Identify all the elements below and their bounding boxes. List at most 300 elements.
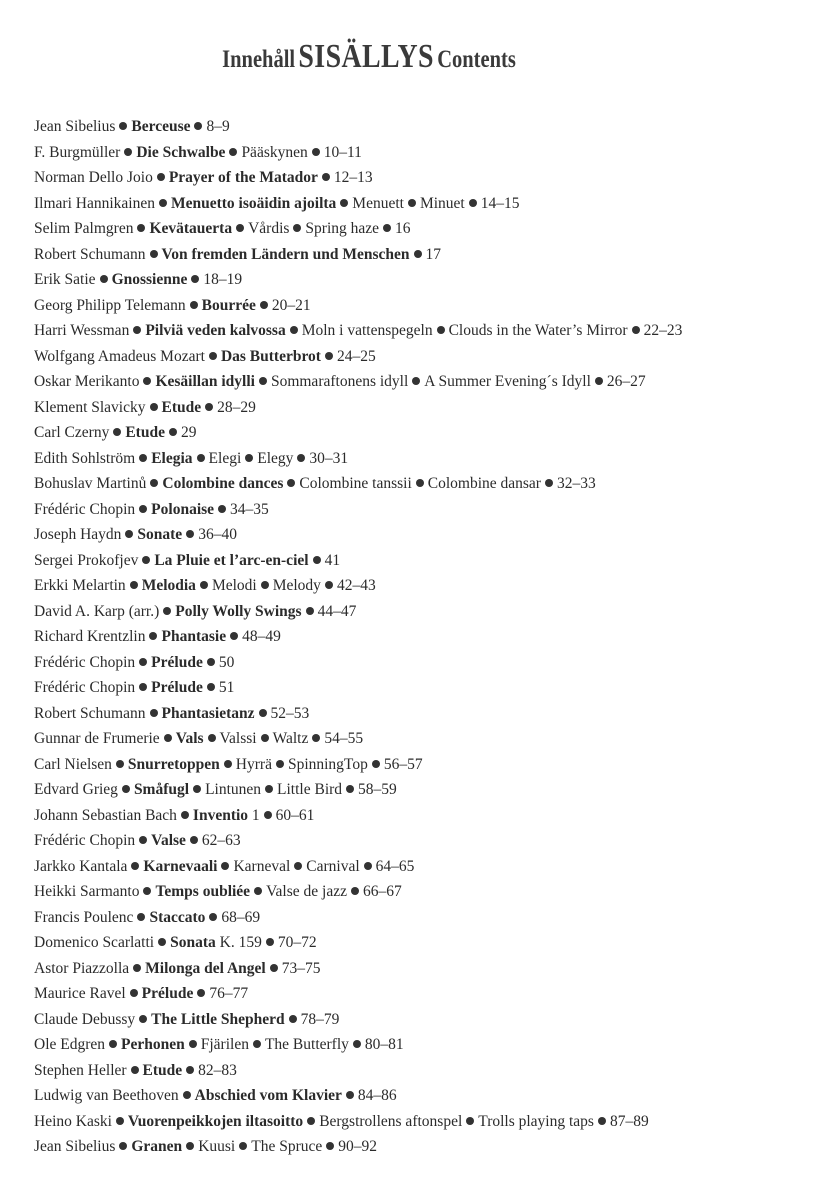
page-numbers: 90–92 — [338, 1138, 377, 1155]
bullet-dot-icon — [100, 275, 108, 283]
page-numbers: 30–31 — [309, 449, 349, 467]
composer-name: Francis Poulenc — [34, 908, 134, 926]
composer-name: Selim Palmgren — [34, 220, 134, 237]
composer-name: Maurice Ravel — [34, 985, 126, 1002]
bullet-dot-icon — [289, 1015, 297, 1023]
toc-entry — [34, 1058, 682, 1084]
bullet-dot-icon — [197, 989, 205, 997]
page-title — [0, 38, 738, 76]
page-numbers: 44–47 — [317, 602, 357, 620]
bullet-dot-icon — [236, 224, 244, 232]
bullet-dot-icon — [189, 1040, 197, 1048]
composer-name: Frédéric Chopin — [34, 832, 136, 849]
bullet-dot-icon — [364, 862, 372, 870]
composer-name: Edvard Grieg — [34, 781, 118, 798]
bullet-dot-icon — [119, 122, 127, 130]
alternate-title: The Spruce — [251, 1138, 323, 1155]
alternate-title: Trolls playing taps — [478, 1112, 594, 1130]
bullet-dot-icon — [265, 785, 273, 793]
composer-name: Wolfgang Amadeus Mozart — [34, 347, 205, 365]
toc-entry — [34, 828, 682, 854]
piece-title: Valse — [151, 832, 186, 849]
composer-name: Heino Kaski — [34, 1112, 112, 1130]
bullet-dot-icon — [131, 1066, 139, 1074]
bullet-dot-icon — [276, 760, 284, 768]
bullet-dot-icon — [130, 581, 138, 589]
piece-title: Prayer of the Matador — [168, 169, 318, 186]
piece-title: Pilviä veden kalvossa — [145, 322, 286, 339]
bullet-dot-icon — [545, 479, 553, 487]
page-numbers: 29 — [180, 424, 197, 441]
bullet-dot-icon — [125, 530, 133, 538]
alternate-title: Fjärilen — [200, 1036, 249, 1053]
alternate-title: A Summer Evening´s Idyll — [424, 373, 591, 390]
toc-entry — [34, 446, 682, 472]
toc-entry — [34, 191, 682, 217]
bullet-dot-icon — [122, 785, 130, 793]
bullet-dot-icon — [259, 709, 267, 717]
page-numbers: 20–21 — [271, 296, 311, 314]
piece-title: Elegia — [151, 449, 193, 467]
composer-name: Carl Czerny — [34, 424, 110, 441]
bullet-dot-icon — [346, 1091, 354, 1099]
bullet-dot-icon — [322, 173, 330, 181]
composer-name: Sergei Prokofjev — [34, 551, 139, 569]
toc-entry — [34, 599, 682, 625]
composer-name: Jean Sibelius — [34, 118, 116, 135]
composer-name: Jarkko Kantala — [34, 857, 128, 875]
toc-entry — [34, 267, 682, 293]
bullet-dot-icon — [150, 479, 158, 487]
bullet-dot-icon — [133, 964, 141, 972]
bullet-dot-icon — [197, 454, 205, 462]
toc-entry — [34, 1032, 682, 1058]
composer-name: Robert Schumann — [34, 245, 146, 263]
piece-title: Etude — [125, 424, 165, 441]
piece-title: Prélude — [151, 653, 203, 671]
piece-title: Granen — [131, 1138, 183, 1155]
alternate-title: Little Bird — [277, 781, 343, 798]
toc-entry — [34, 1134, 682, 1160]
page-numbers: 12–13 — [333, 169, 373, 186]
toc-entry — [34, 318, 682, 344]
composer-name: Ole Edgren — [34, 1036, 106, 1053]
page-numbers: 42–43 — [336, 577, 376, 594]
bullet-dot-icon — [595, 377, 603, 385]
composer-name: Georg Philipp Telemann — [34, 296, 186, 314]
alternate-title: Sommaraftonens idyll — [270, 373, 409, 390]
bullet-dot-icon — [254, 887, 262, 895]
piece-number: 1 — [251, 806, 260, 824]
page-numbers: 17 — [425, 245, 442, 263]
title-swedish: Innehåll — [222, 46, 296, 73]
alternate-title: Clouds in the Water’s Mirror — [448, 322, 628, 339]
bullet-dot-icon — [253, 1040, 261, 1048]
toc-entry — [34, 1109, 682, 1135]
alternate-title: SpinningTop — [287, 755, 368, 773]
toc-entry — [34, 344, 682, 370]
alternate-title: Carnival — [306, 857, 360, 875]
bullet-dot-icon — [290, 326, 298, 334]
bullet-dot-icon — [150, 403, 158, 411]
page-numbers: 64–65 — [375, 857, 415, 875]
bullet-dot-icon — [312, 148, 320, 156]
piece-title: Abschied vom Klavier — [194, 1087, 342, 1104]
piece-number: K. 159 — [219, 934, 262, 951]
bullet-dot-icon — [239, 1142, 247, 1150]
bullet-dot-icon — [325, 352, 333, 360]
bullet-dot-icon — [205, 403, 213, 411]
bullet-dot-icon — [158, 938, 166, 946]
bullet-dot-icon — [270, 964, 278, 972]
bullet-dot-icon — [113, 428, 121, 436]
bullet-dot-icon — [133, 326, 141, 334]
piece-title: Melodia — [141, 577, 196, 594]
bullet-dot-icon — [139, 658, 147, 666]
composer-name: Astor Piazzolla — [34, 959, 130, 977]
piece-title: Die Schwalbe — [136, 143, 226, 161]
page-numbers: 82–83 — [198, 1061, 237, 1079]
composer-name: Robert Schumann — [34, 704, 146, 722]
bullet-dot-icon — [139, 683, 147, 691]
page-numbers: 60–61 — [275, 806, 315, 824]
table-of-contents — [34, 114, 682, 1160]
piece-title: Karnevaali — [143, 857, 218, 875]
bullet-dot-icon — [190, 301, 198, 309]
page-numbers: 14–15 — [480, 194, 520, 212]
alternate-title: Melody — [272, 577, 321, 594]
bullet-dot-icon — [207, 658, 215, 666]
bullet-dot-icon — [143, 887, 151, 895]
piece-title: Polly Wolly Swings — [175, 602, 302, 620]
alternate-title: Lintunen — [205, 781, 262, 798]
composer-name: Norman Dello Joio — [34, 169, 153, 186]
bullet-dot-icon — [159, 199, 167, 207]
toc-entry — [34, 956, 682, 982]
bullet-dot-icon — [260, 301, 268, 309]
page-numbers: 52–53 — [270, 704, 310, 722]
toc-entry — [34, 675, 682, 701]
bullet-dot-icon — [325, 581, 333, 589]
bullet-dot-icon — [149, 632, 157, 640]
toc-entry — [34, 293, 682, 319]
bullet-dot-icon — [351, 887, 359, 895]
bullet-dot-icon — [266, 938, 274, 946]
bullet-dot-icon — [408, 199, 416, 207]
bullet-dot-icon — [353, 1040, 361, 1048]
bullet-dot-icon — [164, 734, 172, 742]
bullet-dot-icon — [221, 862, 229, 870]
toc-entry — [34, 777, 682, 803]
toc-entry — [34, 369, 682, 395]
alternate-title: Kuusi — [198, 1138, 236, 1155]
toc-entry — [34, 242, 682, 268]
toc-entry — [34, 701, 682, 727]
alternate-title: Waltz — [272, 730, 309, 747]
piece-title: Vals — [175, 730, 204, 747]
piece-title: Småfugl — [133, 781, 190, 798]
title-english: Contents — [437, 46, 516, 73]
bullet-dot-icon — [116, 760, 124, 768]
piece-title: Berceuse — [131, 118, 191, 135]
alternate-title: Colombine tanssii — [299, 475, 412, 492]
alternate-title: Karneval — [233, 857, 291, 875]
bullet-dot-icon — [139, 1015, 147, 1023]
page-numbers: 58–59 — [358, 781, 397, 798]
bullet-dot-icon — [109, 1040, 117, 1048]
page-numbers: 87–89 — [609, 1112, 649, 1130]
bullet-dot-icon — [200, 581, 208, 589]
toc-entry — [34, 726, 682, 752]
composer-name: Jean Sibelius — [34, 1138, 116, 1155]
bullet-dot-icon — [372, 760, 380, 768]
bullet-dot-icon — [186, 530, 194, 538]
toc-entry — [34, 573, 682, 599]
alternate-title: Moln i vattenspegeln — [301, 322, 433, 339]
page-numbers: 48–49 — [242, 628, 281, 645]
composer-name: Carl Nielsen — [34, 755, 112, 773]
composer-name: Gunnar de Frumerie — [34, 730, 160, 747]
piece-title: Prélude — [141, 985, 194, 1002]
bullet-dot-icon — [414, 250, 422, 258]
alternate-title: Vårdis — [248, 220, 290, 237]
bullet-dot-icon — [191, 275, 199, 283]
bullet-dot-icon — [412, 377, 420, 385]
page-numbers: 70–72 — [277, 934, 317, 951]
piece-title: Bourrée — [201, 296, 256, 314]
page-numbers: 26–27 — [606, 373, 646, 390]
composer-name: Ilmari Hannikainen — [34, 194, 155, 212]
composer-name: Bohuslav Martinů — [34, 475, 147, 492]
alternate-title: Valssi — [219, 730, 257, 747]
composer-name: Richard Krentzlin — [34, 628, 146, 645]
bullet-dot-icon — [340, 199, 348, 207]
page-numbers: 28–29 — [217, 398, 256, 416]
bullet-dot-icon — [224, 760, 232, 768]
composer-name: F. Burgmüller — [34, 143, 121, 161]
page-numbers: 62–63 — [201, 832, 241, 849]
toc-entry — [34, 471, 682, 497]
piece-title: Temps oubliée — [155, 883, 251, 900]
page-numbers: 24–25 — [336, 347, 376, 365]
composer-name: Edith Sohlström — [34, 449, 136, 467]
bullet-dot-icon — [261, 734, 269, 742]
piece-title: Kesäillan idylli — [155, 373, 255, 390]
bullet-dot-icon — [261, 581, 269, 589]
alternate-title: Elegi — [208, 449, 242, 467]
toc-entry — [34, 548, 682, 574]
page-numbers: 8–9 — [206, 118, 230, 135]
page-numbers: 18–19 — [203, 271, 243, 288]
alternate-title: Minuet — [419, 194, 465, 212]
piece-title: The Little Shepherd — [151, 1010, 285, 1028]
bullet-dot-icon — [383, 224, 391, 232]
toc-entry — [34, 905, 682, 931]
piece-title: Etude — [161, 398, 202, 416]
page-numbers: 80–81 — [364, 1036, 404, 1053]
bullet-dot-icon — [183, 1091, 191, 1099]
bullet-dot-icon — [208, 734, 216, 742]
toc-entry — [34, 1083, 682, 1109]
bullet-dot-icon — [186, 1066, 194, 1074]
toc-entry — [34, 879, 682, 905]
composer-name: Claude Debussy — [34, 1010, 136, 1028]
bullet-dot-icon — [207, 683, 215, 691]
page-numbers: 32–33 — [556, 475, 596, 492]
piece-title: Colombine dances — [162, 475, 284, 492]
page-numbers: 50 — [218, 653, 235, 671]
bullet-dot-icon — [157, 173, 165, 181]
piece-title: Menuetto isoäidin ajoilta — [170, 194, 337, 212]
composer-name: Erkki Melartin — [34, 577, 126, 594]
toc-entry — [34, 752, 682, 778]
composer-name: Erik Satie — [34, 271, 96, 288]
composer-name: Harri Wessman — [34, 322, 130, 339]
alternate-title: Elegy — [257, 449, 294, 467]
piece-title: Vuorenpeikkojen iltasoitto — [127, 1112, 304, 1130]
toc-entry — [34, 854, 682, 880]
piece-title: Inventio — [192, 806, 249, 824]
bullet-dot-icon — [143, 377, 151, 385]
composer-name: Joseph Haydn — [34, 526, 122, 543]
alternate-title: Pääskynen — [241, 143, 308, 161]
alternate-title: Menuett — [352, 194, 404, 212]
composer-name: Domenico Scarlatti — [34, 934, 155, 951]
bullet-dot-icon — [346, 785, 354, 793]
toc-entry — [34, 650, 682, 676]
composer-name: Stephen Heller — [34, 1061, 127, 1079]
piece-title: Sonata — [170, 934, 216, 951]
bullet-dot-icon — [209, 913, 217, 921]
bullet-dot-icon — [137, 224, 145, 232]
page-numbers: 78–79 — [300, 1010, 340, 1028]
toc-entry — [34, 395, 682, 421]
toc-entry — [34, 497, 682, 523]
bullet-dot-icon — [297, 454, 305, 462]
composer-name: Heikki Sarmanto — [34, 883, 140, 900]
piece-title: Snurretoppen — [127, 755, 220, 773]
page-numbers: 41 — [324, 551, 341, 569]
bullet-dot-icon — [181, 811, 189, 819]
toc-entry — [34, 140, 682, 166]
piece-title: Polonaise — [151, 500, 215, 518]
bullet-dot-icon — [131, 862, 139, 870]
alternate-title: Hyrrä — [235, 755, 272, 773]
page-numbers: 34–35 — [230, 500, 269, 518]
bullet-dot-icon — [293, 224, 301, 232]
bullet-dot-icon — [150, 709, 158, 717]
composer-name: Oskar Merikanto — [34, 373, 140, 390]
toc-entry — [34, 522, 682, 548]
piece-title: Prélude — [151, 679, 203, 696]
bullet-dot-icon — [598, 1117, 606, 1125]
bullet-dot-icon — [194, 122, 202, 130]
bullet-dot-icon — [139, 454, 147, 462]
bullet-dot-icon — [230, 632, 238, 640]
alternate-title: Valse de jazz — [266, 883, 347, 900]
bullet-dot-icon — [313, 556, 321, 564]
toc-entry — [34, 930, 682, 956]
toc-entry — [34, 981, 682, 1007]
piece-title: Phantasietanz — [161, 704, 255, 722]
page-numbers: 73–75 — [281, 959, 321, 977]
piece-title: Von fremden Ländern und Menschen — [161, 245, 410, 263]
bullet-dot-icon — [130, 989, 138, 997]
bullet-dot-icon — [245, 454, 253, 462]
bullet-dot-icon — [218, 505, 226, 513]
bullet-dot-icon — [193, 785, 201, 793]
bullet-dot-icon — [163, 607, 171, 615]
toc-entry — [34, 1007, 682, 1033]
toc-entry — [34, 624, 682, 650]
bullet-dot-icon — [294, 862, 302, 870]
bullet-dot-icon — [416, 479, 424, 487]
piece-title: Gnossienne — [111, 271, 188, 288]
piece-title: La Pluie et l’arc-en-ciel — [154, 551, 309, 569]
composer-name: Frédéric Chopin — [34, 653, 136, 671]
alternate-title: Spring haze — [305, 220, 380, 237]
page-numbers: 10–11 — [323, 143, 362, 161]
page-numbers: 54–55 — [324, 730, 364, 747]
bullet-dot-icon — [469, 199, 477, 207]
bullet-dot-icon — [116, 1117, 124, 1125]
page-numbers: 16 — [395, 220, 411, 237]
bullet-dot-icon — [150, 250, 158, 258]
page-numbers: 51 — [218, 679, 235, 696]
alternate-title: Colombine dansar — [427, 475, 541, 492]
bullet-dot-icon — [139, 836, 147, 844]
bullet-dot-icon — [287, 479, 295, 487]
bullet-dot-icon — [312, 734, 320, 742]
page-numbers: 84–86 — [357, 1087, 397, 1104]
bullet-dot-icon — [229, 148, 237, 156]
bullet-dot-icon — [326, 1142, 334, 1150]
page-numbers: 68–69 — [221, 908, 261, 926]
piece-title: Sonate — [137, 526, 183, 543]
composer-name: Frédéric Chopin — [34, 500, 136, 518]
page-numbers: 22–23 — [643, 322, 683, 339]
bullet-dot-icon — [264, 811, 272, 819]
bullet-dot-icon — [169, 428, 177, 436]
bullet-dot-icon — [186, 1142, 194, 1150]
page-numbers: 76–77 — [209, 985, 249, 1002]
bullet-dot-icon — [307, 1117, 315, 1125]
bullet-dot-icon — [139, 505, 147, 513]
piece-title: Milonga del Angel — [145, 959, 266, 977]
toc-entry — [34, 114, 682, 140]
piece-title: Etude — [142, 1061, 183, 1079]
bullet-dot-icon — [259, 377, 267, 385]
composer-name: David A. Karp (arr.) — [34, 602, 160, 620]
toc-entry — [34, 420, 682, 446]
bullet-dot-icon — [632, 326, 640, 334]
composer-name: Johann Sebastian Bach — [34, 806, 177, 824]
bullet-dot-icon — [119, 1142, 127, 1150]
bullet-dot-icon — [437, 326, 445, 334]
piece-title: Kevätauerta — [149, 220, 233, 237]
piece-title: Perhonen — [121, 1036, 185, 1053]
composer-name: Klement Slavicky — [34, 398, 146, 416]
piece-title: Das Butterbrot — [220, 347, 321, 365]
piece-title: Phantasie — [161, 628, 227, 645]
page-numbers: 66–67 — [362, 883, 402, 900]
toc-entry — [34, 165, 682, 191]
bullet-dot-icon — [209, 352, 217, 360]
composer-name: Frédéric Chopin — [34, 679, 136, 696]
alternate-title: Melodi — [211, 577, 257, 594]
bullet-dot-icon — [306, 607, 314, 615]
bullet-dot-icon — [142, 556, 150, 564]
